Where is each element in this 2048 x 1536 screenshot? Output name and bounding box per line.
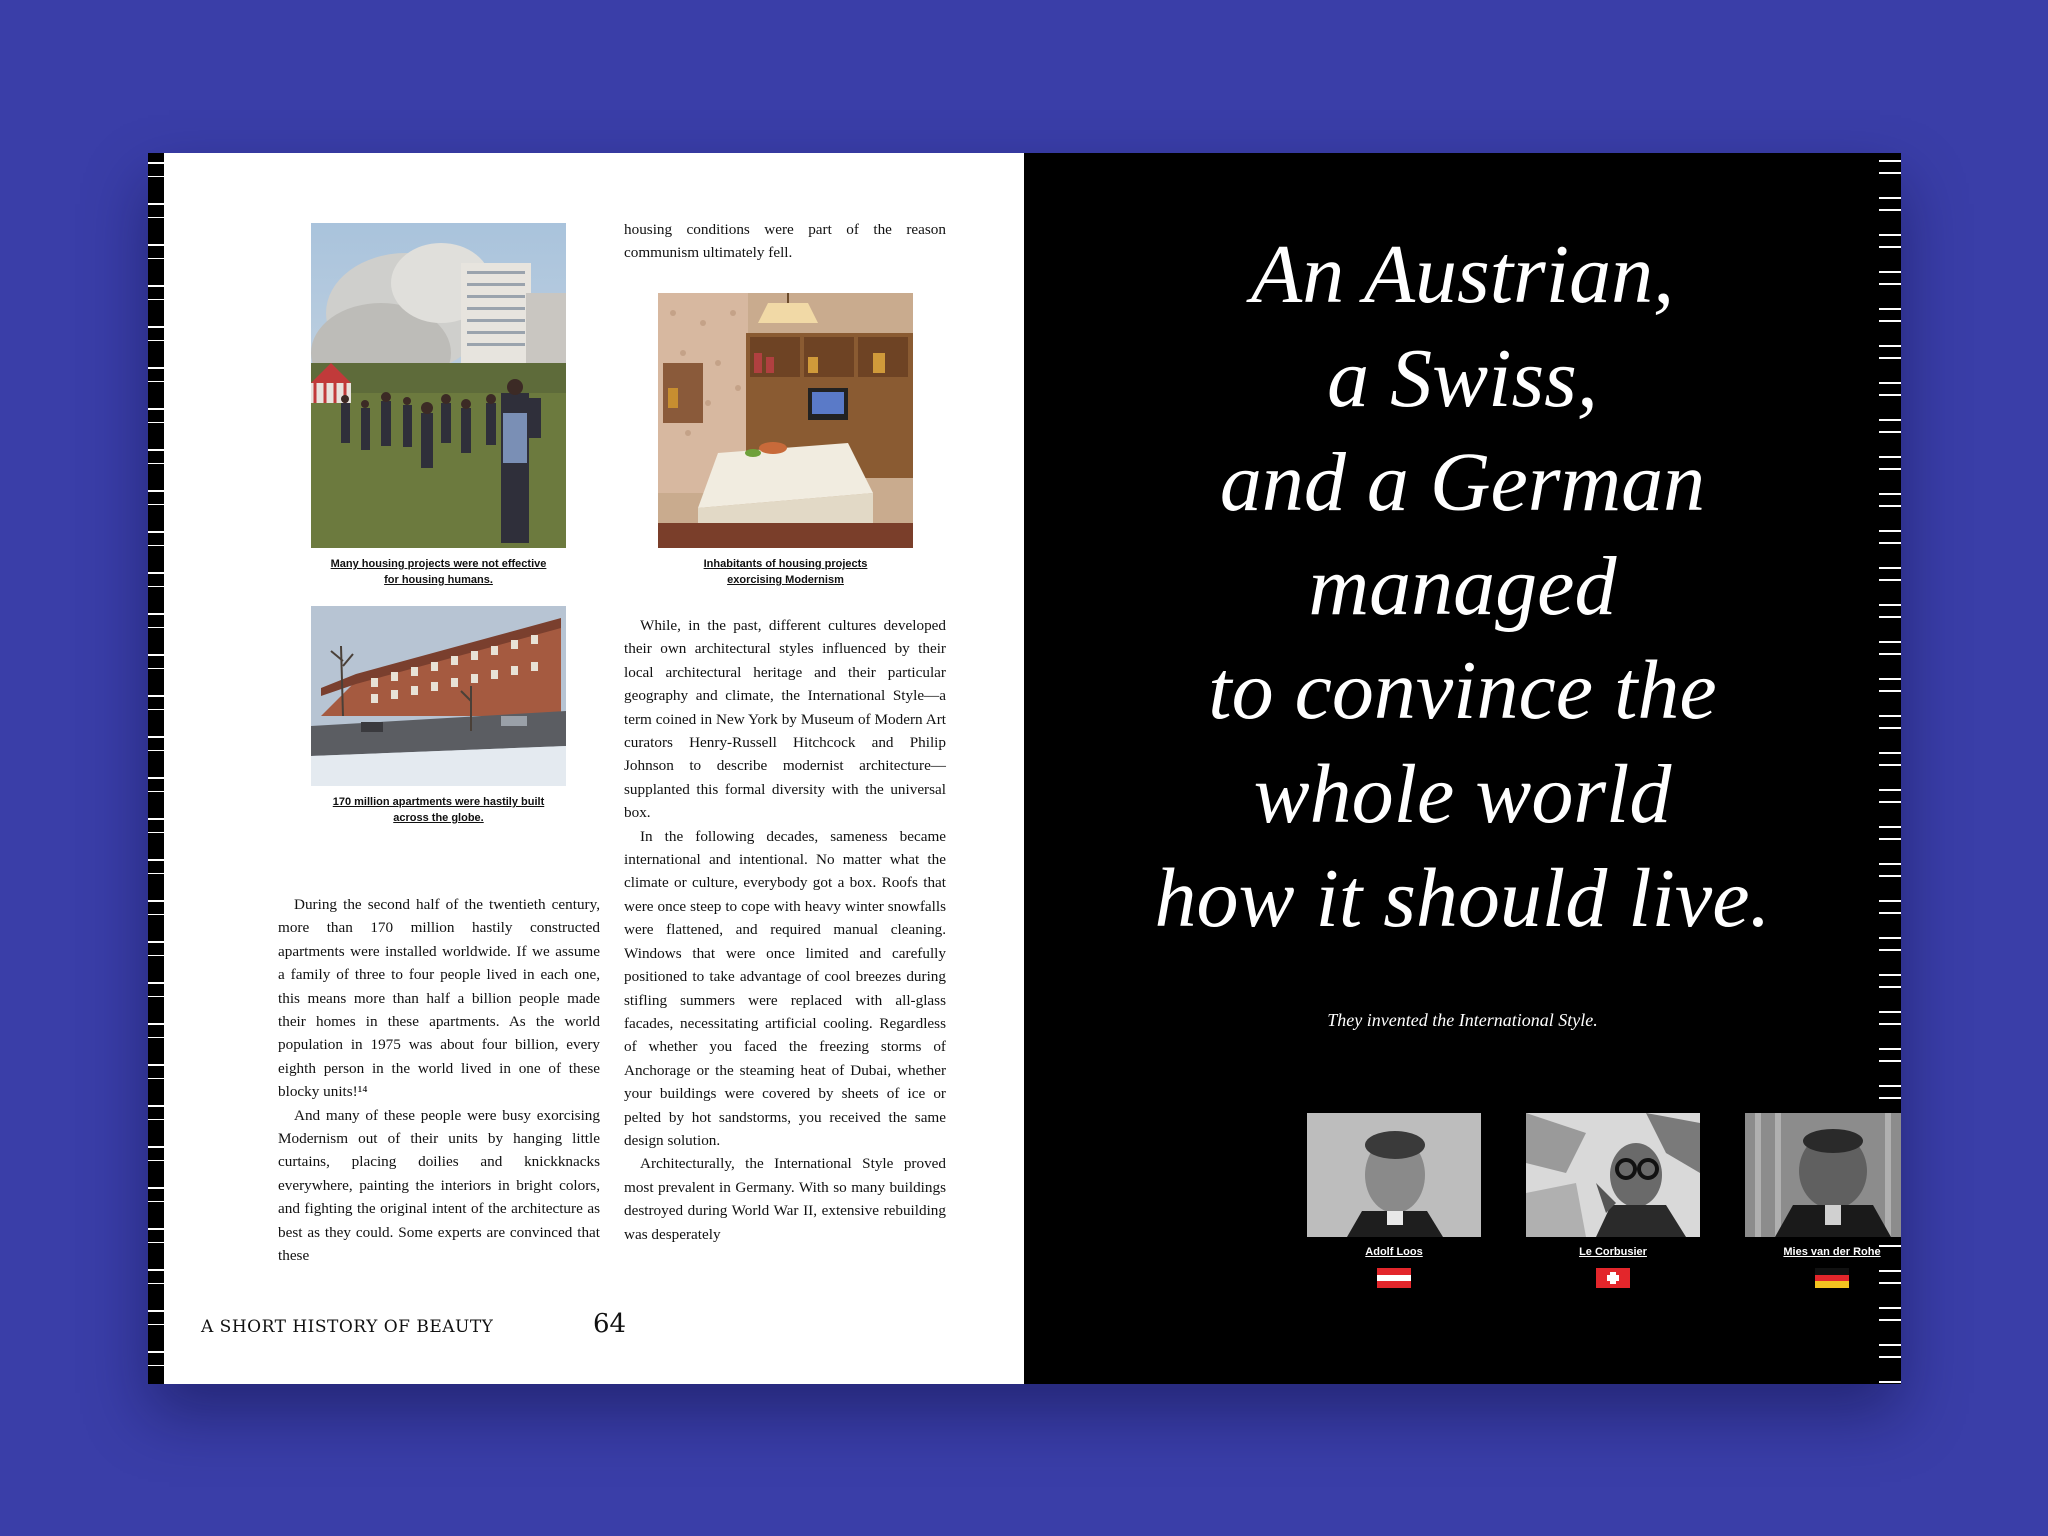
- switzerland-flag: [1596, 1268, 1630, 1288]
- subline: They invented the International Style.: [1327, 1010, 1598, 1030]
- apartment-block-photo: [311, 606, 566, 786]
- quote-line: and a German: [1219, 436, 1706, 529]
- book-spread: [148, 153, 1901, 1384]
- quote-line: managed: [1308, 540, 1617, 633]
- quote-line: to convince the: [1208, 644, 1717, 737]
- quote-line: An Austrian,: [1250, 228, 1675, 321]
- portrait-mies-van-der-rohe: [1745, 1113, 1901, 1237]
- quote-line: whole world: [1253, 748, 1672, 841]
- demolition-photo: [311, 223, 566, 548]
- left-page: [148, 153, 1024, 1384]
- left-edge-pattern: [148, 153, 164, 1384]
- caption-inhabitants: Inhabitants of housing projects exorcising Modernism: [703, 558, 868, 586]
- caption-apartments: 170 million apartments were hastily built across the globe.: [332, 796, 545, 824]
- body-column-right-top: [624, 218, 946, 265]
- paragraph: During the second half of the twentieth century, more than 170 million hastily constructed apartments were installed worldwide. If we assume a family of three to four people lived in each one, this means more than half a billion people made their homes in these apartments. As the world population in 1975 was about four billion, every eighth person in the world lived in one of these blocky units!¹⁴: [278, 896, 600, 1101]
- paragraph: And many of these people were busy exorcising Modernism out of their units by hanging little curtains, placing doilies and knickknacks everywhere, painting the interiors in bright colors, and fighting the original intent of the architecture as best as they could. Some experts are convinced that these: [278, 1106, 600, 1265]
- pull-quote: [1024, 223, 1901, 951]
- paragraph: Architecturally, the International Style proved most prevalent in Germany. With so many buildings destroyed during World War II, extensive rebuilding was desperately: [624, 1155, 946, 1243]
- architect-name: Adolf Loos: [1365, 1246, 1423, 1258]
- architect-name: Mies van der Rohe: [1783, 1246, 1881, 1258]
- quote-line: how it should live.: [1154, 852, 1771, 945]
- body-column-right: [624, 614, 946, 1246]
- page-number: 64: [593, 1309, 627, 1339]
- running-title: A SHORT HISTORY OF BEAUTY: [201, 1317, 494, 1337]
- germany-flag: [1815, 1268, 1849, 1288]
- austria-flag: [1377, 1268, 1411, 1288]
- quote-line: a Swiss,: [1327, 332, 1598, 425]
- caption-housing-projects: Many housing projects were not effective for housing humans.: [330, 558, 547, 586]
- portrait-adolf-loos: [1307, 1113, 1481, 1237]
- portrait-le-corbusier: [1526, 1113, 1700, 1237]
- paragraph: housing conditions were part of the reason communism ultimately fell.: [624, 221, 946, 262]
- architect-name: Le Corbusier: [1579, 1246, 1647, 1258]
- paragraph: In the following decades, sameness became international and intentional. No matter what the climate or culture, everybody got a box. Roofs that were once steep to cope with heavy winter snowfalls were flattened, and required manual cleaning. Windows that were once limited and carefully positioned to take advantage of cool breezes during stifling summers were replaced with all-glass facades, necessitating artificial cooling. Regardless of whether you faced the freezing storms of Anchorage or the steaming heat of Dubai, whether your buildings were covered by sheets of ice or pelted by hot sandstorms, you received the same design solution.: [624, 827, 946, 1149]
- body-column-left: [278, 893, 600, 1268]
- right-page: [1024, 153, 1901, 1384]
- paragraph: While, in the past, different cultures developed their own architectural styles influenced by their local architectural heritage and their particular geography and climate, the International Style—a term coined in New York by Museum of Modern Art curators Henry-Russell Hitchcock and Philip Johnson to describe modernist architecture—supplanted this formal diversity with the universal box.: [624, 617, 946, 822]
- interior-photo: [658, 293, 913, 548]
